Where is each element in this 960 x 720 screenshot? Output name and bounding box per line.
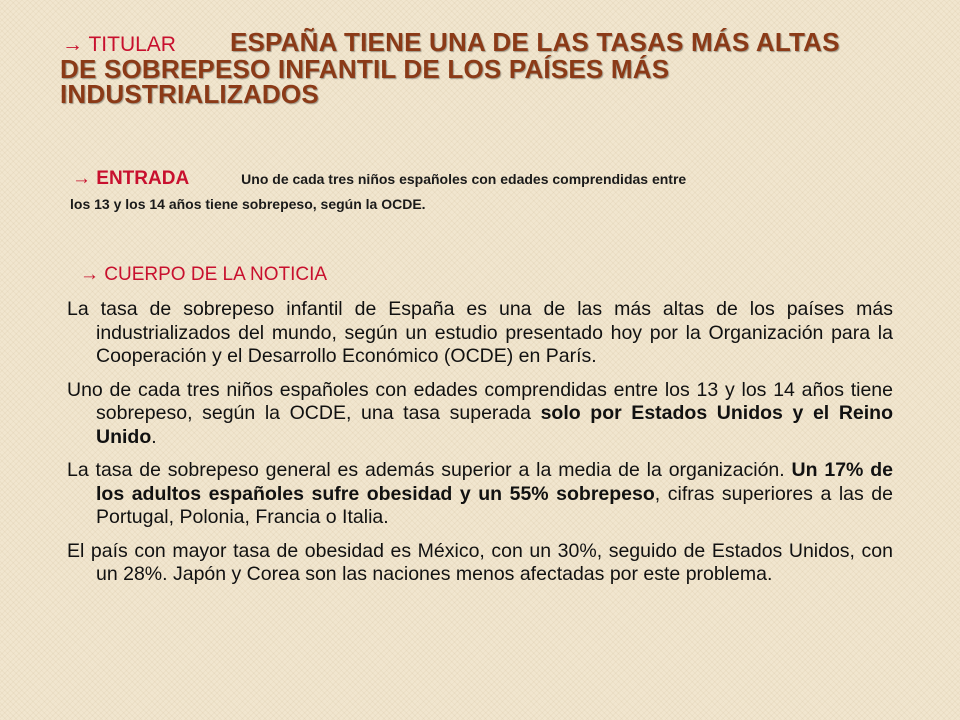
body-paragraph-2 [67,379,893,450]
news-body [67,298,893,597]
lead-line-2: los 13 y los 14 años tiene sobrepeso, según la OCDE. [70,196,426,212]
p2-text-c: . [151,425,157,448]
news-lead [70,166,850,214]
lead-text-1: Uno de cada tres niños españoles con edades comprendidas entre [241,171,687,187]
p3-text-a: La tasa de sobrepeso general es además superior a la media de la organización. [67,459,792,481]
lead-line-1 [70,166,850,192]
p3-text-c: , cifras superiores a las de Portugal, Polonia, Francia o Italia. [96,482,893,528]
body-paragraph-3 [67,459,893,530]
body-paragraph-1: La tasa de sobrepeso infantil de España es una de las más altas de los países más industrializados del mundo, según un estudio presentado hoy por la Organización para la Cooperación y el Desarrollo Económico (OCDE) en París. [67,298,893,367]
news-title [60,27,880,109]
body-paragraph-4: El país con mayor tasa de obesidad es México, con un 30%, seguido de Estados Unidos, con un 28%. Japón y Corea son las naciones menos afectadas por este problema. [67,539,893,585]
body-heading: → CUERPO DE LA NOTICIA [80,264,328,285]
p2-text-a: Uno de cada tres niños españoles con edades comprendidas entre los 13 y los 14 años tiene sobrepeso, según la OCDE, una tasa superada [67,378,893,424]
title-label: → TITULAR [62,33,176,56]
title-text: ESPAÑA TIENE UNA DE LAS TASAS MÁS ALTAS DE SOBREPESO INFANTIL DE LOS PAÍSES MÁS INDUSTRIALIZADOS [60,27,840,109]
p3-bold: Un 17% de los adultos españoles sufre obesidad y un 55% sobrepeso [96,459,893,505]
lead-label: → ENTRADA [72,168,190,189]
p2-bold: solo por Estados Unidos y el Reino Unido [96,402,893,448]
